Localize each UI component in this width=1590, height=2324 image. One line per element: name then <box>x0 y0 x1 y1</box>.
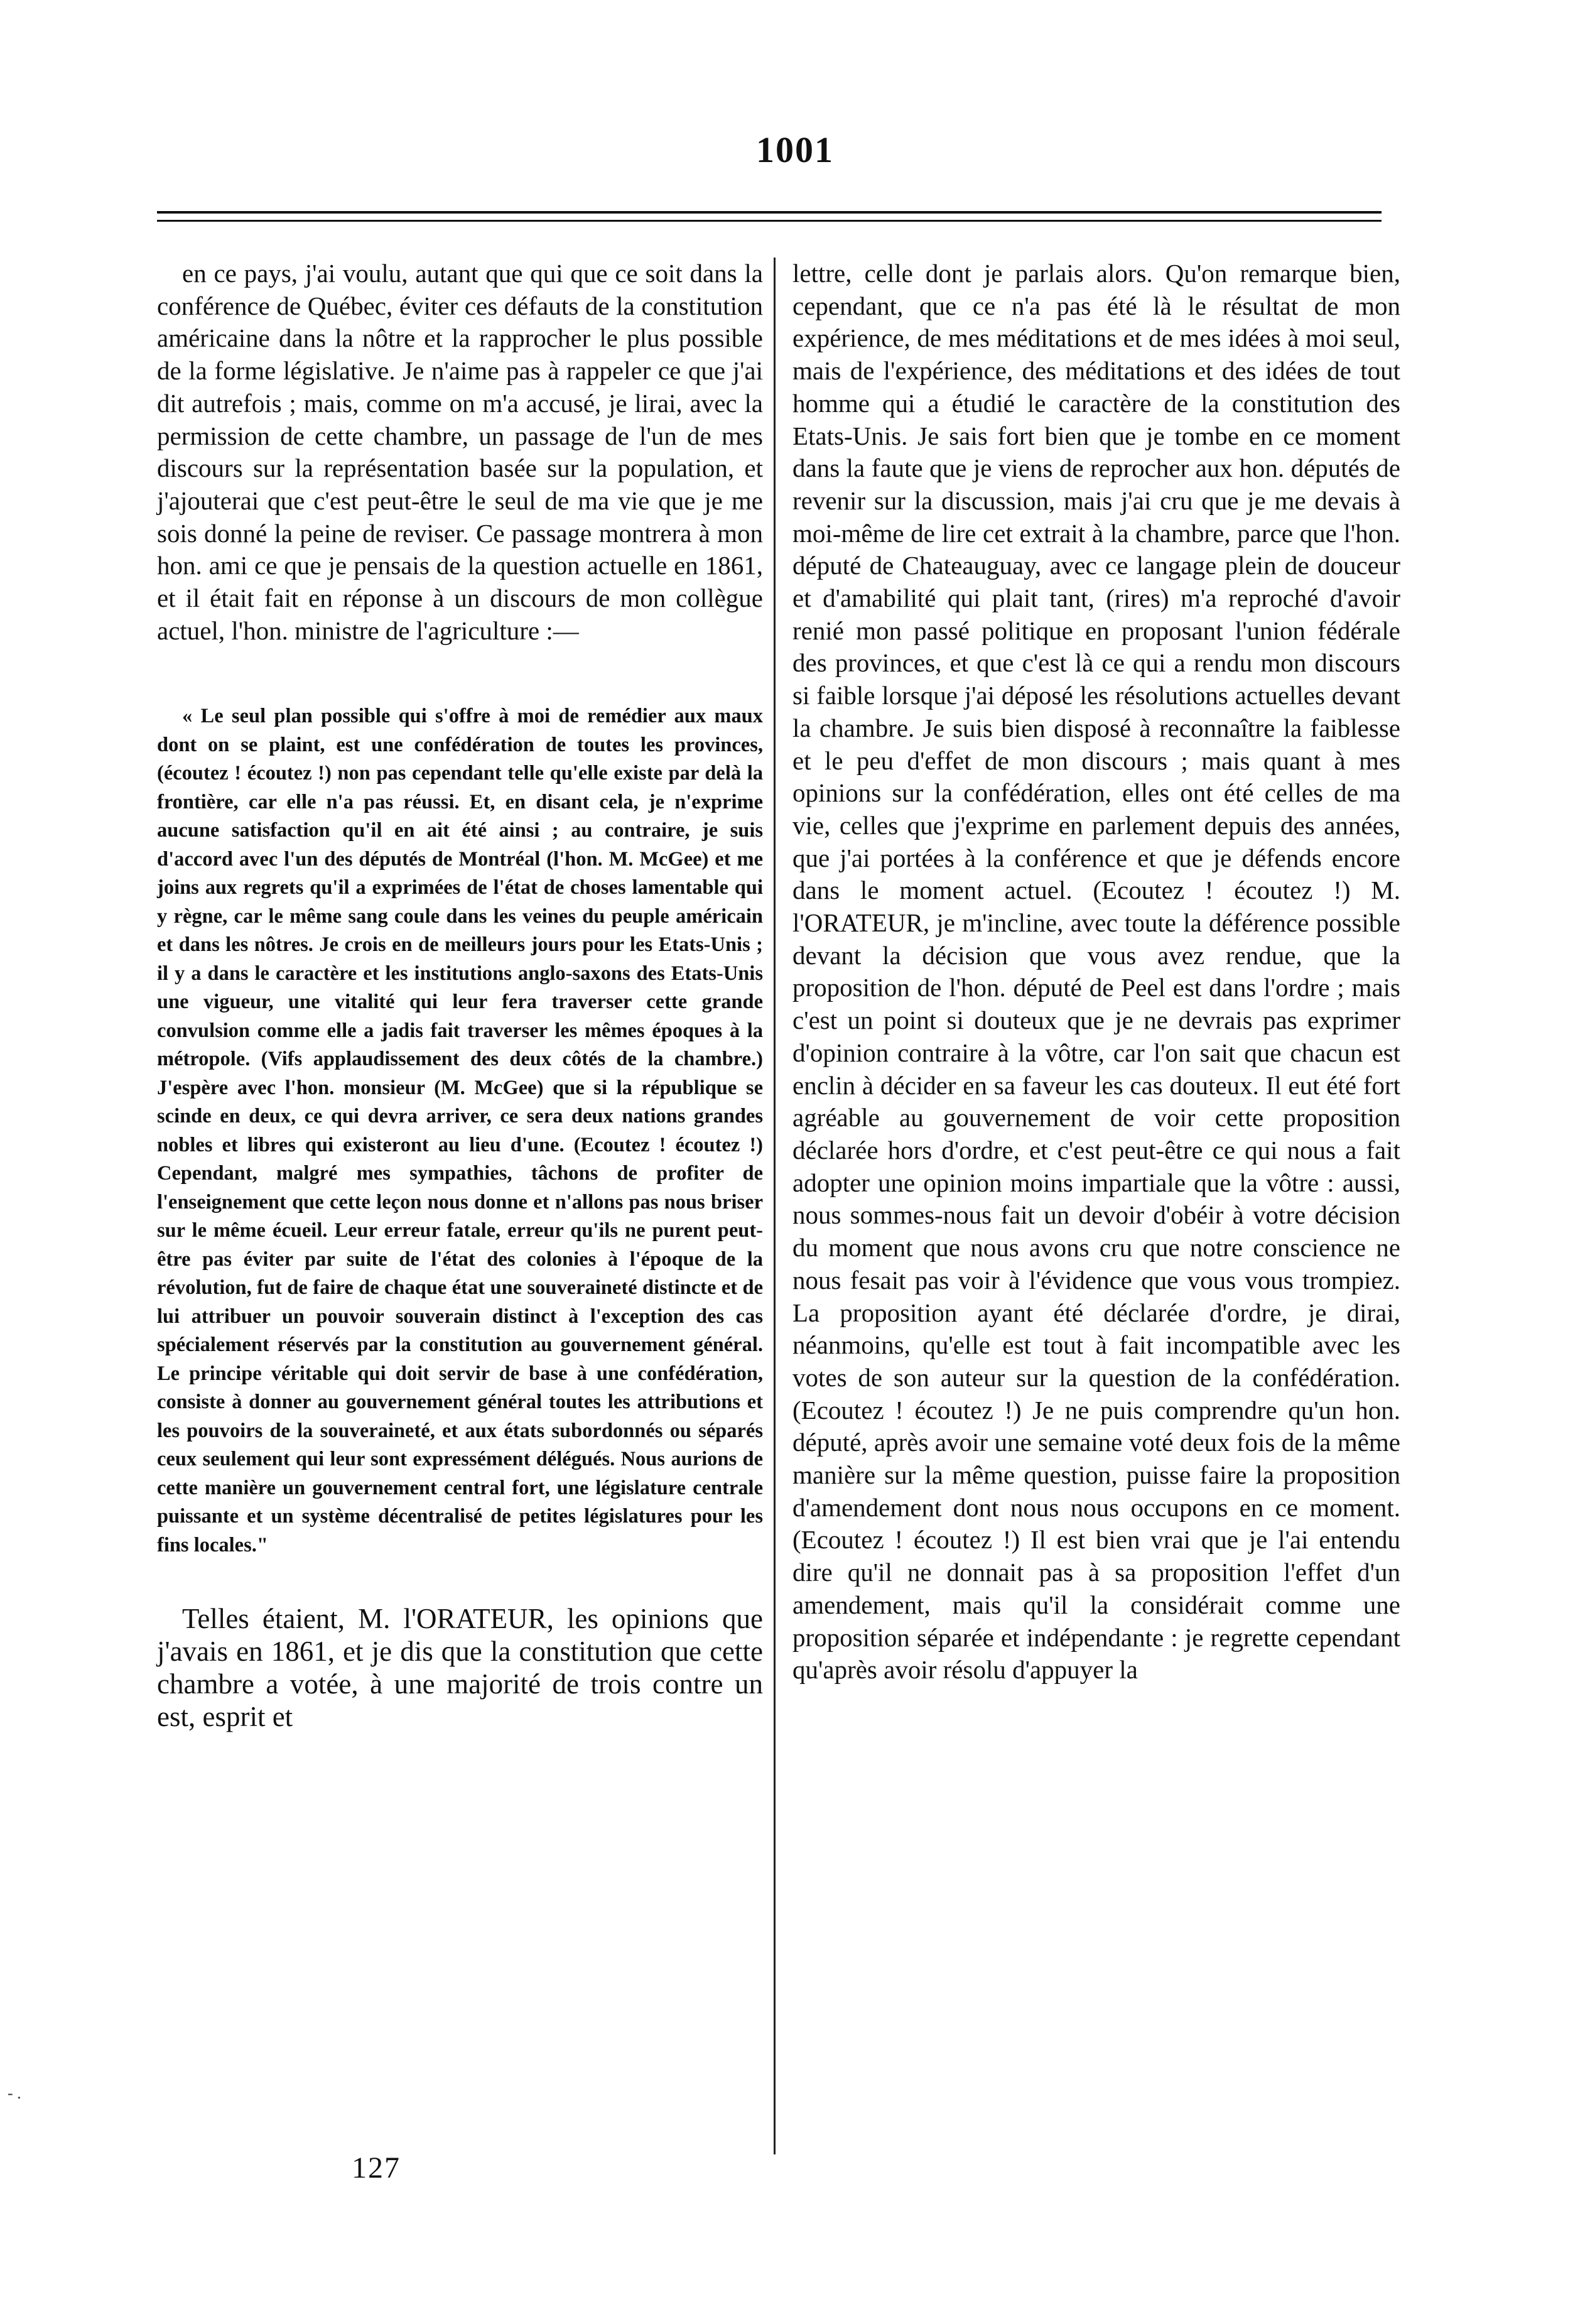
left-closing-paragraph: Telles étaient, M. l'ORATEUR, les opinions que j'avais en 1861, et je dis que la constitution que cette chambre a votée, à une majorité de trois contre un est, esprit et <box>157 1603 763 1733</box>
header-rule <box>157 211 1382 214</box>
margin-mark: - . <box>8 2084 21 2102</box>
left-paragraph: en ce pays, j'ai voulu, autant que qui que ce soit dans la conférence de Québec, éviter ces défauts de la constitution américaine dans la nôtre et la rapprocher le plus possible de la forme législative. Je n'aime pas à rappeler ce que j'ai dit autrefois ; mais, comme on m'a accusé, je lirai, avec la permission de cette chambre, un passage de l'un de mes discours sur la représentation basée sur la population, et j'ajouterai que c'est peut-être le seul de ma vie que je me sois donné la peine de reviser. Ce passage montrera à mon hon. ami ce que je pensais de la question actuelle en 1861, et il était fait en réponse à un discours de mon collègue actuel, l'hon. ministre de l'agriculture :— <box>157 259 763 645</box>
header-rule-secondary <box>157 220 1382 222</box>
quoted-speech: « Le seul plan possible qui s'offre à moi de remédier aux maux dont on se plaint, est une confédération de toutes les provinces, (écoutez ! écoutez !) non pas cependant telle qu'elle existe par delà la frontière, car elle n'a pas réussi. Et, en disant cela, je n'exprime aucune satisfaction qu'il en ait été ainsi ; au contraire, je suis d'accord avec l'un des députés de Montréal (l'hon. M. McGee) et me joins aux regrets qu'il a exprimées de l'état de choses lamentable qui y règne, car le même sang coule dans les veines du peuple américain et dans les nôtres. Je crois en de meilleurs jours pour les Etats-Unis ; il y a dans le caractère et les institutions anglo-saxons des Etats-Unis une vigueur, une vitalité qui leur fera traverser cette grande convulsion comme elle a jadis fait traverser les mêmes époques à la métropole. (Vifs applaudissement des deux côtés de la chambre.) J'espère avec l'hon. monsieur (M. McGee) que si la république se scinde en deux, ce qui devra arriver, ce sera deux nations grandes nobles et libres qui existeront au lieu d'une. (Ecoutez ! écoutez !) Cependant, malgré mes sympathies, tâchons de profiter de l'enseignement que cette leçon nous donne et n'allons pas nous briser sur le même écueil. Leur erreur fatale, erreur qu'ils ne purent peut-être pas éviter par suite de l'état des colonies à l'époque de la révolution, fut de faire de chaque état une souveraineté distincte et de lui attribuer un pouvoir souverain distinct à l'exception des cas spécialement réservés par la constitution au gouvernement général. Le principe véritable qui doit servir de base à une confédération, consiste à donner au gouvernement général toutes les attributions et les pouvoirs de la souveraineté, et aux états subordonnés ou séparés ceux seulement qui leur sont expressément délégués. Nous aurions de cette manière un gouvernement central fort, une législature centrale puissante et un système décentralisé de petites législatures pour les fins locales." <box>157 705 763 1556</box>
column-divider <box>774 258 776 2154</box>
page-number: 1001 <box>756 129 834 170</box>
right-column <box>792 258 1400 1686</box>
left-column <box>157 258 763 1733</box>
printer-signature: 127 <box>352 2151 401 2185</box>
right-paragraph: lettre, celle dont je parlais alors. Qu'on remarque bien, cependant, que ce n'a pas été là le résultat de mon expérience, de mes méditations et de mes idées à moi seul, mais de l'expérience, des méditations et des idées de tout homme qui a étudié le caractère de la constitution des Etats-Unis. Je sais fort bien que je tombe en ce moment dans la faute que je viens de reprocher aux hon. députés de revenir sur la discussion, mais j'ai cru que je me devais à moi-même de lire cet extrait à la chambre, parce que l'hon. député de Chateauguay, avec ce langage plein de douceur et d'amabilité qui plait tant, (rires) m'a reproché d'avoir renié mon passé politique en proposant l'union fédérale des provinces, et que c'est là ce qui a rendu mon discours si faible lorsque j'ai déposé les résolutions actuelles devant la chambre. Je suis bien disposé à reconnaître la faiblesse et le peu d'effet de mon discours ; mais quant à mes opinions sur la confédération, elles ont été celles de ma vie, celles que j'exprime en parlement depuis des années, que j'ai portées à la conférence et que je défends encore dans le moment actuel. (Ecoutez ! écoutez !) M. l'ORATEUR, je m'incline, avec toute la déférence possible devant la décision que vous avez rendue, que la proposition de l'hon. député de Peel est dans l'ordre ; mais c'est un point si douteux que je ne devrais pas exprimer d'opinion contraire à la vôtre, car l'on sait que chacun est enclin à décider en sa faveur les cas douteux. Il eut été fort agréable au gouvernement de voir cette proposition déclarée hors d'ordre, et c'est peut-être ce qui nous a fait adopter une opinion moins impartiale que la vôtre : aussi, nous sommes-nous fait un devoir d'obéir à votre décision du moment que nous avons cru que notre conscience ne nous fesait pas voir à l'évidence que vous vous trompiez. La proposition ayant été déclarée d'ordre, je dirai, néanmoins, qu'elle est tout à fait incompatible avec les votes de son auteur sur la question de la confédération. (Ecoutez ! écoutez !) Je ne puis comprendre qu'un hon. député, après avoir une semaine voté deux fois de la même manière sur la même question, puisse faire la proposition d'amendement dont nous nous occupons en ce moment. (Ecoutez ! écoutez !) Il est bien vrai que je l'ai entendu dire qu'il ne donnait pas à sa proposition l'effet d'un amendement, mais qu'il la considérait comme une proposition séparée et indépendante : je regrette cependant qu'après avoir résolu d'appuyer la <box>792 259 1400 1685</box>
